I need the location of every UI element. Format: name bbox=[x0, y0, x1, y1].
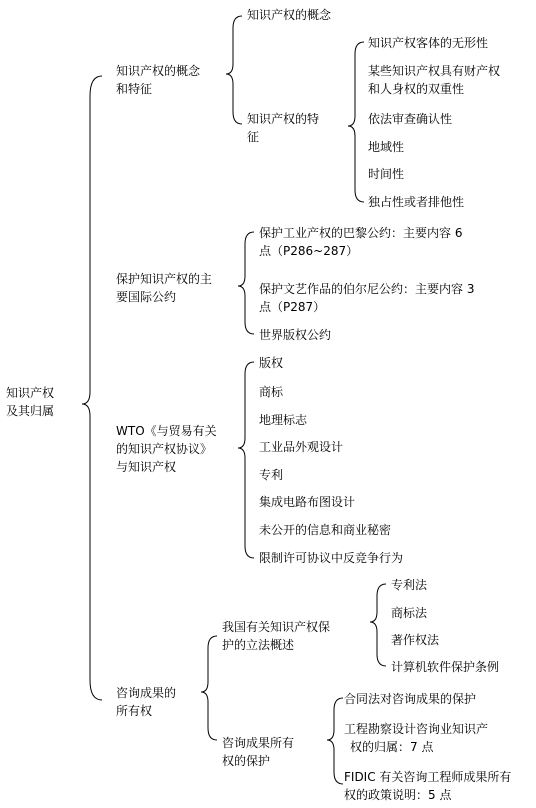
b1-feature-item: 时间性 bbox=[368, 167, 405, 181]
b4-law-item: 商标法 bbox=[391, 606, 428, 620]
b3-item: 商标 bbox=[259, 385, 284, 399]
b4-protect-item: 合同法对咨询成果的保护 bbox=[344, 692, 477, 706]
root-label-line1: 知识产权 bbox=[6, 386, 55, 400]
b1-feature-item: 和人身权的双重性 bbox=[368, 82, 465, 96]
b2-item: 保护文艺作品的伯尔尼公约：主要内容 3 bbox=[259, 282, 475, 296]
b3-brace bbox=[238, 362, 254, 558]
b3-item: 版权 bbox=[259, 356, 284, 370]
root-brace bbox=[82, 76, 102, 700]
b2-label-line1: 保护知识产权的主 bbox=[116, 272, 213, 286]
b4-brace bbox=[201, 636, 217, 740]
b4-protect-item: 权的归属：7 点 bbox=[350, 740, 434, 754]
b2-item: 点（P286~287） bbox=[259, 244, 359, 258]
b2-item: 世界版权公约 bbox=[259, 328, 332, 342]
b4-law-item: 专利法 bbox=[391, 578, 428, 592]
b3-item: 限制许可协议中反竞争行为 bbox=[259, 551, 404, 565]
b3-item: 未公开的信息和商业秘密 bbox=[259, 523, 392, 537]
b1-feature-item: 独占性或者排他性 bbox=[368, 195, 465, 209]
b1-feature-item: 某些知识产权具有财产权 bbox=[368, 64, 501, 78]
b4-law-label-line1: 我国有关知识产权保 bbox=[222, 620, 331, 634]
b4-label-line1: 咨询成果的 bbox=[116, 686, 177, 700]
b1-brace bbox=[226, 16, 242, 124]
b4-law-brace bbox=[370, 584, 386, 666]
b1-features-brace bbox=[348, 42, 364, 202]
b1-features-label-line1: 知识产权的特 bbox=[247, 112, 320, 126]
b1-label-line1: 知识产权的概念 bbox=[116, 64, 201, 78]
b4-protect-label-line2: 权的保护 bbox=[222, 754, 271, 768]
root-label-line2: 及其归属 bbox=[6, 404, 55, 418]
b3-item: 工业品外观设计 bbox=[259, 440, 344, 454]
b3-item: 集成电路布图设计 bbox=[259, 495, 356, 509]
b3-label-line3: 与知识产权 bbox=[116, 460, 177, 474]
b4-law-label-line2: 护的立法概述 bbox=[222, 638, 295, 652]
b2-item: 保护工业产权的巴黎公约：主要内容 6 bbox=[259, 226, 463, 240]
b1-feature-item: 依法审查确认性 bbox=[368, 112, 453, 126]
b1-features-label-line2: 征 bbox=[247, 130, 260, 144]
b4-protect-item: 工程勘察设计咨询业知识产 bbox=[344, 722, 489, 736]
b1-feature-item: 地域性 bbox=[368, 140, 405, 154]
b2-item: 点（P287） bbox=[259, 300, 326, 314]
b1-concept: 知识产权的概念 bbox=[247, 8, 332, 22]
b2-brace bbox=[238, 232, 254, 334]
b4-law-item: 计算机软件保护条例 bbox=[391, 660, 500, 674]
b4-protect-item: FIDIC 有关咨询工程师成果所有 bbox=[344, 770, 512, 784]
b1-feature-item: 知识产权客体的无形性 bbox=[368, 36, 489, 50]
b4-law-item: 著作权法 bbox=[391, 633, 440, 647]
b3-item: 地理标志 bbox=[259, 413, 308, 427]
b1-label-line2: 和特征 bbox=[116, 82, 153, 96]
b4-protect-brace bbox=[327, 698, 343, 784]
b4-label-line2: 所有权 bbox=[116, 704, 153, 718]
b4-protect-label-line1: 咨询成果所有 bbox=[222, 736, 295, 750]
b4-protect-item: 权的政策说明：5 点 bbox=[344, 788, 452, 802]
b2-label-line2: 要国际公约 bbox=[116, 290, 177, 304]
b3-label-line2: 的知识产权协议》 bbox=[116, 442, 213, 456]
b3-item: 专利 bbox=[259, 468, 284, 482]
b3-label-line1: WTO《与贸易有关 bbox=[116, 424, 217, 438]
